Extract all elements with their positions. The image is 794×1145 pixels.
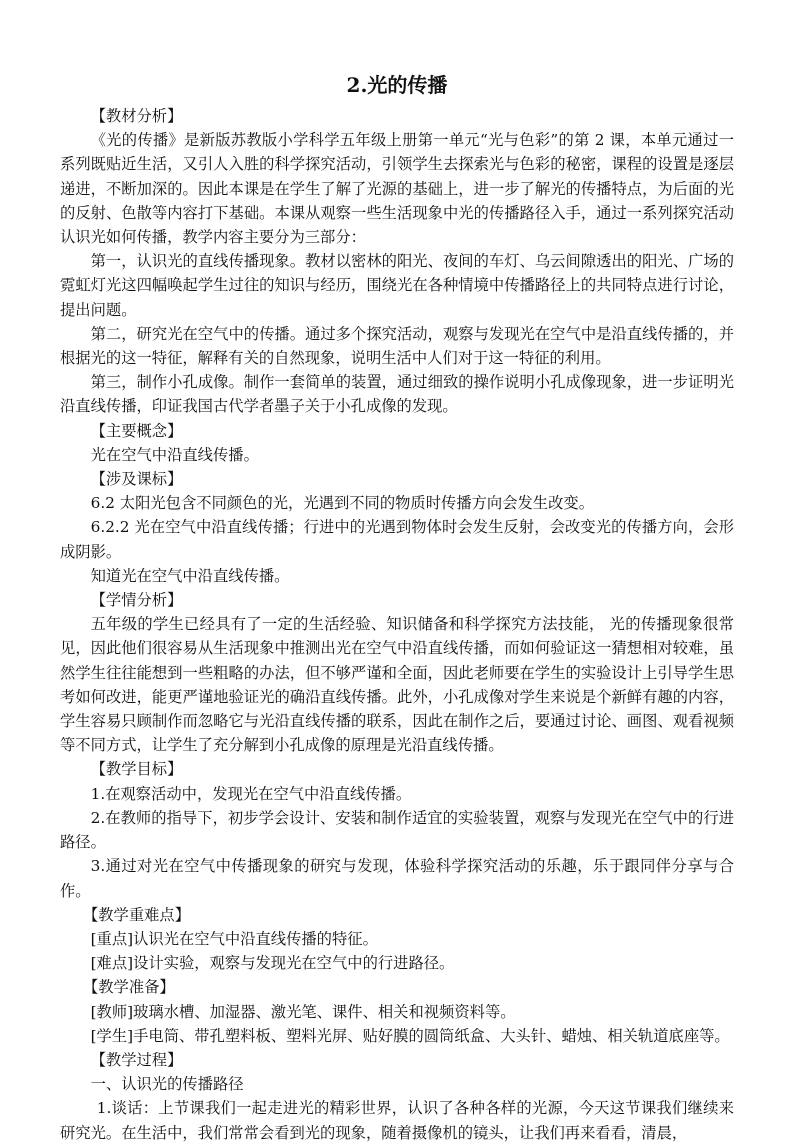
paragraph: 3.通过对光在空气中传播现象的研究与发现，体验科学探究活动的乐趣，乐于跟同伴分享与合作。 bbox=[60, 857, 734, 900]
section-heading-guocheng: 【教学过程】 bbox=[90, 1050, 183, 1069]
paragraph: [教师]玻璃水槽、加湿器、激光笔、课件、相关和视频资料等。 bbox=[90, 1002, 516, 1021]
paragraph: 第二，研究光在空气中的传播。通过多个探究活动，观察与发现光在空气中是沿直线传播的，并根据光的这一特征，解释有关的自然现象，说明生活中人们对于这一特征的利用。 bbox=[60, 324, 734, 368]
paragraph: [难点]设计实验，观察与发现光在空气中的行进路径。 bbox=[90, 954, 455, 973]
section-heading-zhongnan: 【教学重难点】 bbox=[82, 905, 191, 924]
paragraph: 第三，制作小孔成像。制作一套简单的装置，通过细致的操作说明小孔成像现象，进一步证明光沿直线传播，印证我国古代学者墨子关于小孔成像的发现。 bbox=[60, 373, 734, 416]
paragraph: 知道光在空气中沿直线传播。 bbox=[90, 566, 290, 585]
paragraph: 一、认识光的传播路径 bbox=[90, 1075, 244, 1094]
paragraph: 1.谈话：上节课我们一起走进光的精彩世界，认识了各种各样的光源，今天这节课我们继续来研究光。在生活中，我们常常会看到光的现象，随着摄像机的镜头，让我们再来看看，清晨， bbox=[60, 1099, 734, 1142]
section-heading-xueqing: 【学情分析】 bbox=[90, 591, 183, 610]
paragraph: 五年级的学生已经具有了一定的生活经验、知识储备和科学探究方法技能， 光的传播现象很常见，因此他们很容易从生活现象中推测出光在空气中沿直线传播，而如何验证这一猜想相对较难，虽然学生往往能想到一些粗略的办法，但不够严谨和全面，因此老师要在学生的实验设计上引导学生思考如何改进，能更严谨地验证光的确沿直线传播。此外，小孔成像对学生来说是个新鲜有趣的内容， 学生容易只顾制作而忽略它与光沿直线传播的联系，因此在制作之后，要通过讨论、画图、观看视频等不同方式，让学生了充分解到小孔成像的原理是光沿直线传播。 bbox=[60, 615, 734, 755]
paragraph: 6.2.2 光在空气中沿直线传播；行进中的光遇到物体时会发生反射，会改变光的传播方向，会形成阴影。 bbox=[60, 518, 734, 561]
section-heading-kebiao: 【涉及课标】 bbox=[90, 470, 183, 489]
paragraph: [重点]认识光在空气中沿直线传播的特征。 bbox=[90, 929, 378, 948]
paragraph: 第一，认识光的直线传播现象。教材以密林的阳光、夜间的车灯、乌云间隙透出的阳光、广场的霓虹灯光这四幅唤起学生过往的知识与经历，围绕光在各种情境中传播路径上的共同特点进行讨论，提出问题。 bbox=[60, 252, 734, 319]
paragraph: 1.在观察活动中，发现光在空气中沿直线传播。 bbox=[90, 784, 412, 803]
section-heading-gainian: 【主要概念】 bbox=[90, 421, 183, 440]
paragraph: [学生]手电筒、带孔塑料板、塑料光屏、贴好膜的圆筒纸盒、大头针、蜡烛、相关轨道底座等。 bbox=[90, 1026, 730, 1045]
paragraph: 2.在教师的指导下，初步学会设计、安装和制作适宜的实验装置，观察与发现光在空气中的行进路径。 bbox=[60, 808, 734, 852]
section-heading-jiaocai: 【教材分析】 bbox=[90, 107, 183, 125]
paragraph: 6.2 太阳光包含不同颜色的光，光遇到不同的物质时传播方向会发生改变。 bbox=[90, 494, 594, 513]
paragraph: 光在空气中沿直线传播。 bbox=[90, 445, 259, 464]
page-title: 2.光的传播 bbox=[346, 73, 448, 97]
section-heading-mubiao: 【教学目标】 bbox=[90, 760, 183, 779]
section-heading-zhunbei: 【教学准备】 bbox=[82, 978, 175, 997]
paragraph: 《光的传播》是新版苏教版小学科学五年级上册第一单元“光与色彩”的第 2 课，本单元通过一系列既贴近生活，又引人入胜的科学探究活动，引领学生去探索光与色彩的秘密，课程的设置是逐层递进，不断加深的。因此本课是在学生了解了光源的基础上，进一步了解光的传播特点，为后面的光的反射、色散等内容打下基础。本课从观察一些生活现象中光的传播路径入手，通过一系列探究活动认识光如何传播，教学内容主要分为三部分： bbox=[60, 131, 734, 247]
